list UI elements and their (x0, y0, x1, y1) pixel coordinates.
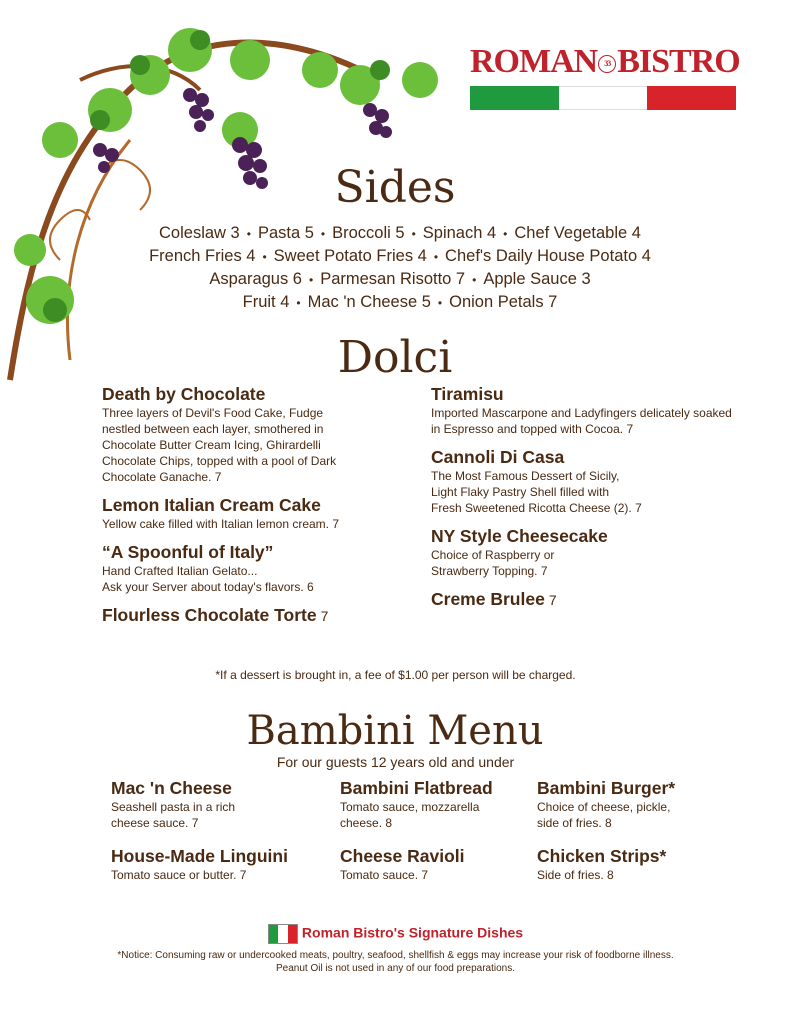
bullet-separator: • (472, 273, 477, 287)
item-description: Tomato sauce or butter. 7 (111, 868, 247, 882)
bullet-separator: • (246, 227, 251, 241)
kids-item-name: Cheese Ravioli (340, 846, 465, 866)
bullet-separator: • (262, 250, 267, 264)
logo-text: ROMAN 33 BISTRO (470, 43, 740, 80)
bambini-subtitle: For our guests 12 years old and under (276, 754, 515, 770)
bullet-separator: • (437, 296, 443, 310)
side-item: Chef's Daily House Potato 4 (445, 247, 651, 265)
dessert-fee-notice: *If a dessert is brought in, a fee of $1.00 per person will be charged. (215, 668, 576, 682)
kids-item-name: Bambini Burger* (537, 778, 676, 798)
side-item: Onion Petals 7 (449, 293, 558, 311)
dessert-item (102, 495, 362, 532)
dolci-title: Dolci (337, 332, 453, 383)
bullet-separator: • (411, 227, 416, 241)
side-item: Coleslaw 3 (159, 224, 240, 242)
dessert-item (431, 589, 741, 611)
sides-row (90, 245, 710, 268)
item-description: Tomato sauce. 7 (340, 868, 429, 882)
kids-menu-item (340, 778, 540, 831)
dessert-item (102, 542, 362, 595)
bullet-separator: • (503, 227, 508, 241)
item-description: Choice of Raspberry or Strawberry Topping. 7 (431, 548, 555, 578)
kids-item-name: Mac 'n Cheese (111, 778, 232, 798)
kids-menu-item (340, 846, 540, 883)
side-item: Fruit 4 (242, 293, 290, 311)
kids-menu-item (111, 846, 311, 883)
dessert-price: 7 (548, 592, 557, 608)
italian-flag-bar (470, 86, 736, 110)
side-item: Asparagus 6 (209, 270, 302, 288)
side-item: Chef Vegetable 4 (514, 224, 641, 242)
kids-item-name: Bambini Flatbread (340, 778, 493, 798)
dessert-name: Death by Chocolate (102, 384, 266, 404)
kids-item-name: House-Made Linguini (111, 846, 288, 866)
side-item: Pasta 5 (257, 224, 314, 242)
dessert-name: “A Spoonful of Italy” (102, 542, 274, 562)
flag-green (470, 86, 559, 110)
kids-menu-item (537, 778, 737, 831)
side-item: Broccoli 5 (332, 224, 405, 242)
dolci-right-column (431, 384, 741, 621)
item-description: Tomato sauce, mozzarella cheese. 8 (340, 800, 480, 830)
item-description: Hand Crafted Italian Gelato... Ask your Server about today's flavors. 6 (102, 564, 314, 594)
flag-icon (268, 924, 298, 944)
sides-row (90, 222, 710, 245)
bullet-separator: • (309, 273, 314, 287)
bullet-separator: • (320, 227, 326, 241)
dessert-name: Flourless Chocolate Torte 7 (102, 605, 329, 625)
item-description: Choice of cheese, pickle, side of fries. 8 (537, 800, 671, 830)
brand-logo (470, 40, 740, 110)
dessert-item (102, 384, 362, 485)
signature-dishes-legend (0, 924, 791, 944)
dessert-name: Tiramisu (431, 384, 504, 404)
sides-list (90, 222, 710, 314)
dessert-item (431, 384, 741, 437)
side-item: Apple Sauce 3 (483, 270, 591, 288)
dessert-price: 7 (320, 608, 329, 624)
dessert-name: Creme Brulee 7 (431, 589, 557, 609)
dessert-name: Cannoli Di Casa (431, 447, 565, 467)
item-description: The Most Famous Dessert of Sicily, Light Flaky Pastry Shell filled with Fresh Sweetened Ricotta Cheese (2). 7 (431, 469, 642, 515)
dessert-name: NY Style Cheesecake (431, 526, 608, 546)
item-description: Seashell pasta in a rich cheese sauce. 7 (111, 800, 236, 830)
signature-label: Roman Bistro's Signature Dishes (301, 924, 524, 941)
item-description: Imported Mascarpone and Ladyfingers delicately soaked in Espresso and topped with Cocoa. 7 (431, 406, 732, 436)
dessert-item (431, 526, 741, 579)
side-item: Spinach 4 (422, 224, 497, 242)
bullet-separator: • (433, 250, 439, 264)
dessert-item (102, 605, 362, 627)
kids-menu-item (111, 778, 311, 831)
side-item: French Fries 4 (149, 247, 256, 265)
kids-item-name: Chicken Strips* (537, 846, 667, 866)
side-item: Sweet Potato Fries 4 (273, 247, 427, 265)
health-notice (60, 949, 731, 975)
kids-menu-item (537, 846, 737, 883)
health-notice-line1: *Notice: Consuming raw or undercooked meats, poultry, seafood, shellfish & eggs may increase your risk of foodborne illness. (117, 950, 674, 961)
logo-seal: 33 (598, 55, 616, 73)
flag-red (647, 86, 736, 110)
side-item: Parmesan Risotto 7 (320, 270, 466, 288)
sides-title: Sides (334, 162, 456, 213)
item-description: Three layers of Devil's Food Cake, Fudge nestled between each layer, smothered in Chocolate Butter Cream Icing, Ghirardelli Chocolate Chips, topped with a pool of Dark Chocolate Ganache. 7 (102, 406, 337, 484)
bambini-title: Bambini Menu (246, 708, 544, 754)
item-description: Side of fries. 8 (537, 868, 614, 882)
flag-white (559, 86, 648, 110)
dessert-name: Lemon Italian Cream Cake (102, 495, 321, 515)
sides-row (90, 291, 710, 314)
sides-row (90, 268, 710, 291)
bullet-separator: • (296, 296, 301, 310)
side-item: Mac 'n Cheese 5 (307, 293, 431, 311)
dolci-left-column (102, 384, 362, 637)
dessert-item (431, 447, 741, 516)
item-description: Yellow cake filled with Italian lemon cream. 7 (102, 517, 340, 531)
peanut-oil-notice: Peanut Oil is not used in any of our food preparations. (275, 963, 516, 974)
